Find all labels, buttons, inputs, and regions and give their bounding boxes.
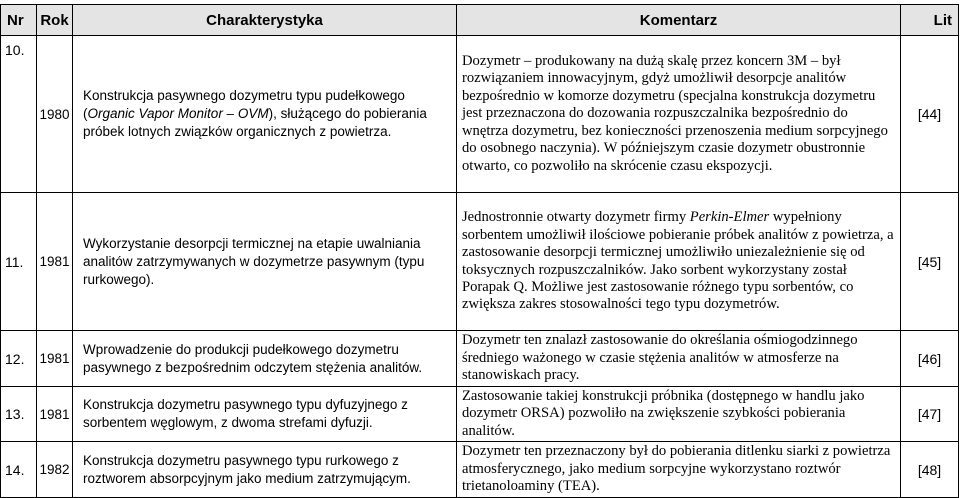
row-reference: [47] bbox=[901, 387, 959, 442]
header-nr: Nr bbox=[1, 5, 37, 36]
row-characteristic: Konstrukcja dozymetru pasywnego typu dyfuzyjnego z sorbentem węglowym, z dwoma strefami dyfuzji. bbox=[73, 387, 457, 442]
header-charakterystyka: Charakterystyka bbox=[73, 5, 457, 36]
characteristic-text: Konstrukcja pasywnego dozymetru typu pudełkowego ( bbox=[83, 88, 405, 121]
row-reference: [44] bbox=[901, 36, 959, 193]
characteristic-text: ), służącego do pobierania próbek lotnych związków organicznych z powietrza. bbox=[83, 106, 427, 139]
row-year: 1980 bbox=[37, 36, 73, 193]
row-characteristic: Konstrukcja dozymetru pasywnego typu rurkowego z roztworem absorpcyjnym jako medium zatrzymującym. bbox=[73, 442, 457, 498]
row-comment: Dozymetr ten znalazł zastosowanie do określania ośmiogodzinnego średniego ważonego w czasie stężenia analitów w atmosferze na stanowiskach pracy. bbox=[457, 331, 901, 387]
table-row bbox=[1, 193, 959, 331]
row-comment bbox=[457, 193, 901, 331]
comment-italic-text: Perkin-Elmer bbox=[689, 209, 770, 226]
row-reference: [46] bbox=[901, 331, 959, 387]
row-year: 1981 bbox=[37, 331, 73, 387]
row-comment: Dozymetr – produkowany na dużą skalę przez koncern 3M – był rozwiązaniem innowacyjnym, gdyż umożliwił desorpcje analitów bezpośrednio w komorze dozymetru (specjalna konstrukcja dozymetru jest przeznaczona do dozowania rozpuszczalnika bezpośrednio do wnętrza dozymetru, bez konieczności przenoszenia medium sorpcyjnego do osobnego naczynia). W późniejszym czasie dozymetr obustronnie otwarto, co pozwoliło na skrócenie czasu ekspozycji. bbox=[457, 36, 901, 193]
characteristic-italic-text: Organic Vapor Monitor – OVM bbox=[87, 106, 269, 121]
table-row bbox=[1, 387, 959, 442]
row-comment: Dozymetr ten przeznaczony był do pobierania ditlenku siarki z powietrza atmosferycznego, jako medium sorpcyjne wykorzystano roztwór trietanoloaminy (TEA). bbox=[457, 442, 901, 498]
row-year: 1981 bbox=[37, 387, 73, 442]
row-year: 1981 bbox=[37, 193, 73, 331]
row-number: 14. bbox=[1, 442, 37, 498]
literature-table bbox=[0, 4, 959, 498]
header-lit: Lit bbox=[901, 5, 959, 36]
row-number: 13. bbox=[1, 387, 37, 442]
table-row bbox=[1, 442, 959, 498]
table-row bbox=[1, 36, 959, 193]
row-reference: [48] bbox=[901, 442, 959, 498]
row-reference: [45] bbox=[901, 193, 959, 331]
row-characteristic bbox=[73, 36, 457, 193]
row-number: 12. bbox=[1, 331, 37, 387]
row-number: 10. bbox=[1, 36, 37, 193]
table-header-row bbox=[1, 5, 959, 36]
row-comment: Zastosowanie takiej konstrukcji próbnika (dostępnego w handlu jako dozymetr ORSA) pozwoliło na zwiększenie szybkości pobierania analitów. bbox=[457, 387, 901, 442]
header-rok: Rok bbox=[37, 5, 73, 36]
row-number: 11. bbox=[1, 193, 37, 331]
table-row bbox=[1, 331, 959, 387]
row-characteristic: Wprowadzenie do produkcji pudełkowego dozymetru pasywnego z bezpośrednim odczytem stężenia analitów. bbox=[73, 331, 457, 387]
row-characteristic: Wykorzystanie desorpcji termicznej na etapie uwalniania analitów zatrzymywanych w dozymetrze pasywnym (typu rurkowego). bbox=[73, 193, 457, 331]
header-komentarz: Komentarz bbox=[457, 5, 901, 36]
comment-text: wypełniony sorbentem umożliwił ilościowe pobieranie próbek analitów z powietrza, a zastosowanie desorpcji termicznej umożliwiło uniezależnienie się od toksycznych rozpuszczalników. Jako sorbent wykorzystany został Porapak Q. Możliwe jest zastosowanie różnego typu sorbentów, co zwiększa zakres stosowalności tego typu dozymetrów. bbox=[462, 209, 894, 313]
row-year: 1982 bbox=[37, 442, 73, 498]
comment-text: Jednostronnie otwarty dozymetr firmy bbox=[462, 209, 690, 226]
